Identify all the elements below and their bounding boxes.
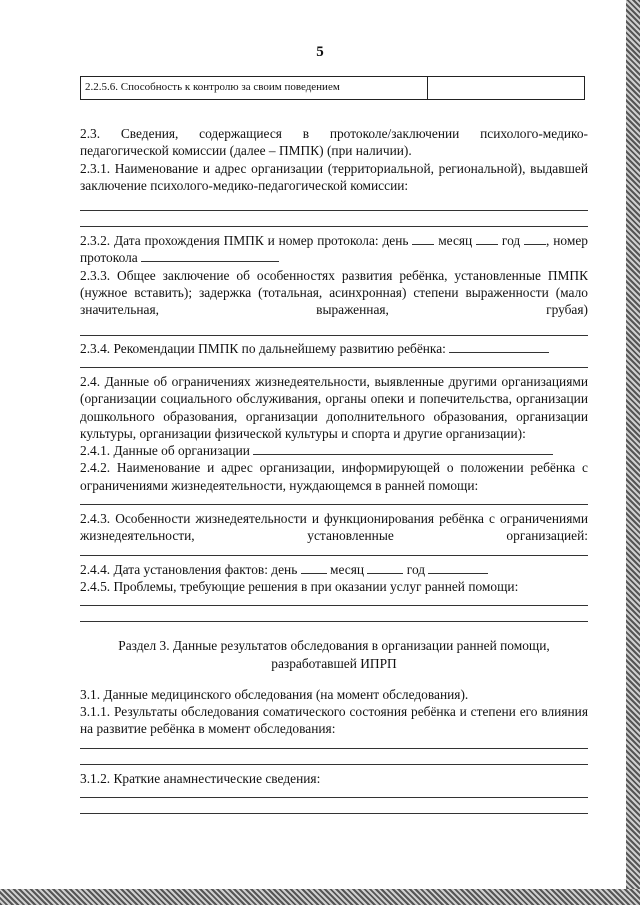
para-2-3-2: 2.3.2. Дата прохождения ПМПК и номер протокола: день месяц год , номер протокола	[80, 233, 588, 266]
recommendations-blank[interactable]	[449, 340, 549, 353]
para-2-3-4: 2.3.4. Рекомендации ПМПК по дальнейшему развитию ребёнка:	[80, 340, 588, 357]
fill-line[interactable]	[80, 545, 588, 556]
year-blank[interactable]	[524, 232, 546, 245]
protocol-number-blank[interactable]	[141, 249, 279, 262]
scan-edge-bottom	[0, 889, 640, 905]
organization-blank[interactable]	[253, 442, 553, 455]
document-body	[80, 125, 588, 819]
month-blank[interactable]	[476, 232, 498, 245]
page-number: 5	[316, 44, 324, 60]
day-blank[interactable]	[412, 232, 434, 245]
fill-line[interactable]	[80, 357, 588, 368]
para-2-3-3: 2.3.3. Общее заключение об особенностях развития ребёнка, установленные ПМПК (нужное вставить); задержка (тотальная, асинхронная) степени выраженности (мало значительная, выраженная, грубая)	[80, 267, 588, 318]
fact-month-blank[interactable]	[367, 561, 403, 574]
para-3-1: 3.1. Данные медицинского обследования (на момент обследования).	[80, 686, 469, 702]
fill-line[interactable]	[80, 200, 588, 211]
fill-line[interactable]	[80, 754, 588, 765]
fill-line[interactable]	[80, 216, 588, 227]
para-2-4-3: 2.4.3. Особенности жизнедеятельности и функционирования ребёнка с ограничениями жизнедеятельности, установленные организацией:	[80, 511, 588, 544]
para-2-3: 2.3. Сведения, содержащиеся в протоколе/заключении психолого-медико-педагогической комиссии (далее – ПМПК) (при наличии).	[80, 126, 588, 159]
fact-year-blank[interactable]	[428, 561, 488, 574]
table-row-label: 2.2.5.6. Способность к контролю за своим поведением	[85, 81, 340, 93]
para-3-1-2: 3.1.2. Краткие анамнестические сведения:	[80, 770, 321, 786]
fill-line[interactable]	[80, 611, 588, 622]
fill-line[interactable]	[80, 803, 588, 814]
fill-line[interactable]	[80, 494, 588, 505]
para-2-4-4: 2.4.4. Дата установления фактов: день месяц год	[80, 561, 588, 578]
table-divider	[427, 77, 428, 99]
para-2-3-1: 2.3.1. Наименование и адрес организации (территориальной, региональной), выдавшей заключение психолого-медико-педагогической комиссии:	[80, 160, 588, 193]
fill-line[interactable]	[80, 595, 588, 606]
fill-line[interactable]	[80, 738, 588, 749]
para-2-4-1: 2.4.1. Данные об организации	[80, 442, 588, 459]
para-2-4-5: 2.4.5. Проблемы, требующие решения в при оказании услуг ранней помощи:	[80, 578, 519, 594]
behavior-table	[80, 76, 585, 100]
fact-day-blank[interactable]	[301, 561, 327, 574]
fill-line[interactable]	[80, 787, 588, 798]
para-3-1-1: 3.1.1. Результаты обследования соматического состояния ребёнка и степени его влияния на развитие ребёнка в момент обследования:	[80, 704, 588, 737]
para-2-4-2: 2.4.2. Наименование и адрес организации, информирующей о положении ребёнка с ограничениями жизнедеятельности, нуждающемся в ранней помощи:	[80, 460, 588, 493]
section-3-title: Раздел 3. Данные результатов обследования в организации ранней помощи, разработавшей ИПРП	[118, 638, 550, 671]
fill-line[interactable]	[80, 325, 588, 336]
para-2-4: 2.4. Данные об ограничениях жизнедеятельности, выявленные другими организациями (организации социального обслуживания, органы опеки и попечительства, организации дошкольного образования, организации дополнительного образования, организации культуры, организации физической культуры и спорта и другие организации):	[80, 373, 588, 441]
scan-edge-right	[626, 0, 640, 905]
